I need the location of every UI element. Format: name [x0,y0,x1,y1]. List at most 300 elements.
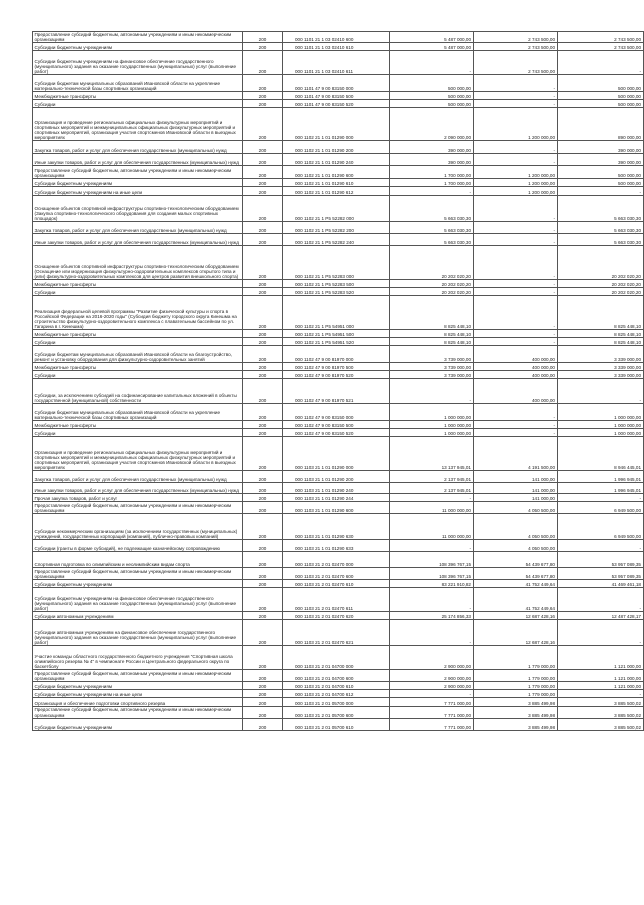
row-name-cell: Субсидии некоммерческим организациям (за исключением государственных (муниципальных) учреждений, государственных корпораций (компаний), публично-правовых компаний) [33,514,243,540]
row-code-cell: 200 [243,502,283,514]
row-approved-cell: 3 739 000,00 [389,363,473,371]
table-row [33,330,644,338]
table-row [33,346,644,363]
row-remaining-cell: 53 957 089,35 [557,552,643,568]
row-name-cell: Межбюджетные трансферты [33,92,243,100]
row-approved-cell: 2 137 945,01 [389,471,473,483]
row-code-cell: 200 [243,568,283,580]
row-code-cell: 200 [243,494,283,502]
row-code-cell: 200 [243,108,283,141]
row-approved-cell: 5 663 030,30 [389,196,473,222]
row-approved-cell: 5 487 000,00 [389,32,473,43]
row-code-cell: 200 [243,718,283,730]
row-executed-cell: 1 200 000,00 [473,187,557,196]
row-name-cell: Субсидии бюджетам муниципальных образований Ивановской области на укрепление материально-технической базы спортивных организаций [33,404,243,421]
row-executed-cell: - [473,246,557,280]
row-classification-cell: 000 1102 21 1 01 01290 240 [283,154,390,166]
row-executed-cell: - [473,222,557,234]
row-code-cell: 200 [243,179,283,187]
row-executed-cell: 2 743 500,00 [473,43,557,51]
row-remaining-cell: 500 000,00 [557,179,643,187]
row-approved-cell: 7 771 000,00 [389,698,473,707]
table-row [33,540,644,552]
table-row [33,187,644,196]
row-code-cell: 200 [243,296,283,330]
table-row [33,108,644,141]
row-remaining-cell: 890 000,00 [557,108,643,141]
row-executed-cell: 2 743 500,00 [473,51,557,75]
row-remaining-cell: - [557,51,643,75]
row-name-cell: Прочая закупка товаров, работ и услуг [33,494,243,502]
row-approved-cell: 1 700 000,00 [389,166,473,179]
row-executed-cell: 141 000,00 [473,471,557,483]
row-classification-cell: 000 1103 21 2 01 04700 600 [283,670,390,682]
row-approved-cell: 83 221 910,82 [389,580,473,588]
table-row [33,43,644,51]
row-classification-cell: 000 1102 21 1 01 01290 612 [283,187,390,196]
row-approved-cell: 11 000 000,00 [389,502,473,514]
row-code-cell: 200 [243,141,283,154]
row-executed-cell: 400 000,00 [473,346,557,363]
row-remaining-cell: 8 825 448,10 [557,296,643,330]
row-remaining-cell: 53 957 089,35 [557,568,643,580]
table-row [33,222,644,234]
table-row [33,707,644,718]
row-code-cell: 200 [243,552,283,568]
row-name-cell: Субсидии бюджетным учреждениям на иные цели [33,690,243,698]
table-row [33,421,644,429]
table-row [33,502,644,514]
table-row [33,698,644,707]
row-approved-cell: 5 663 030,30 [389,234,473,246]
row-name-cell: Предоставление субсидий бюджетным, автономным учреждениям и иным некоммерческим организациям [33,166,243,179]
row-classification-cell: 000 1102 47 9 00 81970 000 [283,346,390,363]
row-classification-cell: 000 1102 21 1 01 01290 610 [283,179,390,187]
row-executed-cell: 4 191 500,00 [473,437,557,471]
row-code-cell: 200 [243,43,283,51]
row-name-cell: Субсидии, за исключением субсидий на софинансирование капитальных вложений в объекты государственной (муниципальной) собственности [33,379,243,404]
row-name-cell: Предоставление субсидий бюджетным, автономным учреждениям и иным некоммерческим организациям [33,670,243,682]
row-remaining-cell: 20 202 020,20 [557,246,643,280]
row-code-cell: 200 [243,670,283,682]
row-approved-cell: 2 900 000,00 [389,670,473,682]
table-row [33,379,644,404]
row-classification-cell: 000 1102 21 1 01 01290 200 [283,141,390,154]
row-code-cell: 200 [243,222,283,234]
row-remaining-cell: 3 885 500,02 [557,718,643,730]
row-code-cell: 200 [243,51,283,75]
row-executed-cell: 1 200 000,00 [473,166,557,179]
row-classification-cell: 000 1102 21 1 01 01290 600 [283,166,390,179]
row-remaining-cell: - [557,620,643,646]
row-classification-cell: 000 1103 21 2 01 02470 621 [283,620,390,646]
row-code-cell: 200 [243,166,283,179]
row-approved-cell: 5 663 030,30 [389,222,473,234]
row-approved-cell: 5 487 000,00 [389,43,473,51]
row-remaining-cell: 500 000,00 [557,75,643,92]
row-approved-cell: 3 739 000,00 [389,371,473,379]
row-name-cell: Субсидии [33,371,243,379]
row-name-cell: Субсидии [33,288,243,296]
row-approved-cell: 20 202 020,20 [389,288,473,296]
table-row [33,404,644,421]
row-executed-cell: - [473,92,557,100]
table-row [33,620,644,646]
row-name-cell: Предоставление субсидий бюджетным, автономным учреждениям и иным некоммерческим организациям [33,707,243,718]
row-remaining-cell: 8 825 448,10 [557,338,643,346]
row-executed-cell: 3 885 499,98 [473,718,557,730]
row-classification-cell: 000 1103 21 2 01 02470 600 [283,568,390,580]
row-name-cell: Субсидии бюджетам муниципальных образований Ивановской области на укрепление материально-технической базы спортивных организаций [33,75,243,92]
table-row [33,75,644,92]
row-name-cell: Закупка товаров, работ и услуг для обеспечения государственных (муниципальных) нужд [33,471,243,483]
row-code-cell: 200 [243,682,283,690]
row-executed-cell: - [473,234,557,246]
row-executed-cell: 400 000,00 [473,363,557,371]
row-name-cell: Иные закупки товаров, работ и услуг для обеспечения государственных (муниципальных) нужд [33,154,243,166]
row-executed-cell: 54 439 677,80 [473,568,557,580]
table-row [33,552,644,568]
row-name-cell: Иные закупки товаров, работ и услуг для обеспечения государственных (муниципальных) нужд [33,483,243,494]
row-code-cell: 200 [243,32,283,43]
row-remaining-cell: 1 121 000,00 [557,682,643,690]
row-executed-cell: 1 200 000,00 [473,108,557,141]
row-executed-cell: - [473,280,557,288]
row-classification-cell: 000 1102 47 9 00 83150 520 [283,429,390,437]
row-remaining-cell: 3 885 500,02 [557,707,643,718]
table-row [33,363,644,371]
row-approved-cell: 20 202 020,20 [389,246,473,280]
row-approved-cell: - [389,620,473,646]
table-row [33,670,644,682]
row-code-cell: 200 [243,234,283,246]
row-classification-cell: 000 1102 21 1 P5 52283 000 [283,246,390,280]
table-row [33,51,644,75]
row-remaining-cell: 6 949 500,00 [557,502,643,514]
row-code-cell: 200 [243,363,283,371]
table-row [33,690,644,698]
row-name-cell: Субсидии [33,338,243,346]
row-classification-cell: 000 1103 21 2 01 05700 000 [283,698,390,707]
row-remaining-cell: 390 000,00 [557,154,643,166]
row-executed-cell: 41 752 449,64 [473,588,557,612]
row-code-cell: 200 [243,580,283,588]
row-code-cell: 200 [243,690,283,698]
table-row [33,166,644,179]
row-remaining-cell: 8 825 448,10 [557,330,643,338]
row-classification-cell: 000 1103 21 2 01 05700 600 [283,707,390,718]
row-classification-cell: 000 1102 21 1 01 01290 000 [283,108,390,141]
row-classification-cell: 000 1103 21 2 01 02470 611 [283,588,390,612]
row-remaining-cell: 1 000 000,00 [557,429,643,437]
row-code-cell: 200 [243,540,283,552]
row-executed-cell: 2 743 500,00 [473,32,557,43]
row-remaining-cell: 1 121 000,00 [557,646,643,670]
row-classification-cell: 000 1102 21 1 P5 52283 500 [283,280,390,288]
row-classification-cell: 000 1102 21 1 P5 54951 500 [283,330,390,338]
row-executed-cell: 400 000,00 [473,371,557,379]
row-executed-cell: - [473,100,557,108]
row-classification-cell: 000 1102 21 1 P5 54951 520 [283,338,390,346]
row-executed-cell: - [473,75,557,92]
row-approved-cell: 1 000 000,00 [389,421,473,429]
row-classification-cell: 000 1103 21 2 01 04700 610 [283,682,390,690]
table-row [33,646,644,670]
row-approved-cell: 25 174 856,33 [389,612,473,620]
row-approved-cell: 7 771 000,00 [389,707,473,718]
row-remaining-cell: 3 339 000,00 [557,346,643,363]
row-code-cell: 200 [243,246,283,280]
row-remaining-cell: 5 663 030,30 [557,196,643,222]
row-approved-cell: 7 771 000,00 [389,718,473,730]
row-name-cell: Предоставление субсидий бюджетным, автономным учреждениям и иным некоммерческим организациям [33,502,243,514]
row-code-cell: 200 [243,280,283,288]
row-name-cell: Межбюджетные трансферты [33,363,243,371]
row-code-cell: 200 [243,437,283,471]
row-classification-cell: 000 1103 21 2 01 02470 000 [283,552,390,568]
row-remaining-cell: 1 000 000,00 [557,421,643,429]
row-executed-cell: 1 779 000,00 [473,690,557,698]
row-remaining-cell: 2 743 500,00 [557,43,643,51]
row-executed-cell: 54 439 677,80 [473,552,557,568]
table-row [33,234,644,246]
row-name-cell: Предоставление субсидий бюджетным, автономным учреждениям и иным некоммерческим организациям [33,32,243,43]
row-executed-cell: - [473,288,557,296]
row-approved-cell: 500 000,00 [389,100,473,108]
table-row [33,718,644,730]
row-remaining-cell: - [557,494,643,502]
row-classification-cell: 000 1103 21 1 01 01290 240 [283,483,390,494]
row-classification-cell: 000 1101 21 1 03 02410 610 [283,43,390,51]
row-classification-cell: 000 1101 47 9 00 83150 520 [283,100,390,108]
row-remaining-cell: - [557,540,643,552]
row-classification-cell: 000 1102 47 9 00 81970 521 [283,379,390,404]
row-code-cell: 200 [243,100,283,108]
row-remaining-cell: - [557,588,643,612]
row-name-cell: Субсидии бюджетам муниципальных образований Ивановской области на благоустройство, ремонт и установку оборудования для физкультурно-оздоровительных занятий [33,346,243,363]
table-row [33,588,644,612]
row-executed-cell: 400 000,00 [473,379,557,404]
row-executed-cell: 141 000,00 [473,494,557,502]
row-code-cell: 200 [243,483,283,494]
row-name-cell: Межбюджетные трансферты [33,280,243,288]
row-code-cell: 200 [243,379,283,404]
row-name-cell: Спортивная подготовка по олимпийским и неолимпийским видам спорта [33,552,243,568]
row-remaining-cell: - [557,379,643,404]
row-code-cell: 200 [243,404,283,421]
row-executed-cell: - [473,154,557,166]
row-remaining-cell: 8 946 445,01 [557,437,643,471]
row-executed-cell: - [473,421,557,429]
row-remaining-cell: 3 339 000,00 [557,371,643,379]
table-row [33,437,644,471]
row-executed-cell: - [473,196,557,222]
row-executed-cell: 4 050 500,00 [473,514,557,540]
row-classification-cell: 000 1102 21 1 P5 52282 200 [283,222,390,234]
row-code-cell: 200 [243,429,283,437]
row-remaining-cell: 5 663 030,30 [557,234,643,246]
row-classification-cell: 000 1101 21 1 03 02410 600 [283,32,390,43]
row-approved-cell: 108 396 767,15 [389,568,473,580]
row-code-cell: 200 [243,646,283,670]
row-remaining-cell: 500 000,00 [557,100,643,108]
row-name-cell: Субсидии [33,429,243,437]
row-name-cell: Субсидии бюджетным учреждениям [33,179,243,187]
row-name-cell: Иные закупки товаров, работ и услуг для обеспечения государственных (муниципальных) нужд [33,234,243,246]
row-approved-cell: 1 000 000,00 [389,404,473,421]
table-row [33,494,644,502]
row-approved-cell: 20 202 020,20 [389,280,473,288]
table-row [33,154,644,166]
row-approved-cell: 500 000,00 [389,92,473,100]
row-approved-cell: 500 000,00 [389,75,473,92]
row-approved-cell: 390 000,00 [389,141,473,154]
row-executed-cell: 1 779 000,00 [473,682,557,690]
row-approved-cell: - [389,494,473,502]
table-row [33,514,644,540]
row-executed-cell: 3 885 499,98 [473,698,557,707]
table-row [33,682,644,690]
row-name-cell: Субсидии бюджетным учреждениям [33,682,243,690]
row-classification-cell: 000 1101 21 1 03 02410 611 [283,51,390,75]
row-classification-cell: 000 1102 21 1 P5 54951 000 [283,296,390,330]
row-approved-cell: 3 739 000,00 [389,346,473,363]
row-name-cell: Субсидии бюджетным учреждениям на иные цели [33,187,243,196]
row-code-cell: 200 [243,187,283,196]
row-code-cell: 200 [243,620,283,646]
row-approved-cell: - [389,379,473,404]
row-classification-cell: 000 1103 21 1 01 01290 200 [283,471,390,483]
row-executed-cell: 4 050 500,00 [473,502,557,514]
row-classification-cell: 000 1103 21 1 01 01290 600 [283,502,390,514]
row-remaining-cell: - [557,690,643,698]
row-classification-cell: 000 1102 47 9 00 83150 500 [283,421,390,429]
table-row [33,280,644,288]
row-code-cell: 200 [243,588,283,612]
row-classification-cell: 000 1103 21 2 01 02470 610 [283,580,390,588]
row-classification-cell: 000 1101 47 9 00 83150 000 [283,75,390,92]
row-code-cell: 200 [243,371,283,379]
row-name-cell: Субсидии [33,100,243,108]
row-remaining-cell: 20 202 020,20 [557,288,643,296]
row-code-cell: 200 [243,421,283,429]
row-code-cell: 200 [243,471,283,483]
table-row [33,471,644,483]
table-row [33,580,644,588]
row-name-cell: Участие команды областного государственного бюджетного учреждения "Спортивная школа олимпийского резерва № 4" в чемпионате России и Центрального федерального округа по баскетболу [33,646,243,670]
row-remaining-cell: 1 996 945,01 [557,471,643,483]
row-executed-cell: - [473,429,557,437]
table-row [33,100,644,108]
row-approved-cell: 2 137 945,01 [389,483,473,494]
row-name-cell: Закупка товаров, работ и услуг для обеспечения государственных (муниципальных) нужд [33,222,243,234]
row-classification-cell: 000 1103 21 1 01 01290 000 [283,437,390,471]
row-executed-cell: 1 779 000,00 [473,646,557,670]
row-name-cell: Организация и обеспечение подготовки спортивного резерва [33,698,243,707]
row-executed-cell: 12 687 428,16 [473,612,557,620]
row-classification-cell: 000 1102 47 9 00 83150 000 [283,404,390,421]
row-executed-cell: 41 752 449,64 [473,580,557,588]
row-approved-cell: 2 090 000,00 [389,108,473,141]
row-classification-cell: 000 1102 21 1 P5 52283 520 [283,288,390,296]
row-remaining-cell: 20 202 020,20 [557,280,643,288]
row-classification-cell: 000 1103 21 1 01 01290 633 [283,540,390,552]
row-name-cell: Организация и проведение региональных официальных физкультурных мероприятий и спортивных мероприятий и межмуниципальных официальных физкультурных мероприятий и спортивных мероприятий, организация участия спортсменов Ивановской области в выездных мероприятиях [33,108,243,141]
row-executed-cell: 3 885 499,98 [473,707,557,718]
row-code-cell: 200 [243,514,283,540]
row-remaining-cell: 5 663 030,30 [557,222,643,234]
table-row [33,296,644,330]
row-classification-cell: 000 1103 21 2 01 04700 612 [283,690,390,698]
row-remaining-cell: 2 743 500,00 [557,32,643,43]
row-classification-cell: 000 1103 21 1 01 01290 630 [283,514,390,540]
row-approved-cell: 13 137 945,01 [389,437,473,471]
table-row [33,92,644,100]
table-row [33,246,644,280]
row-remaining-cell: 6 949 500,00 [557,514,643,540]
row-classification-cell: 000 1102 47 9 00 81970 520 [283,371,390,379]
row-remaining-cell: 390 000,00 [557,141,643,154]
row-name-cell: Организация и проведение региональных официальных физкультурных мероприятий и спортивных мероприятий и межмуниципальных официальных физкультурных мероприятий и спортивных мероприятий, организация участия спортсменов Ивановской области в выездных мероприятиях [33,437,243,471]
row-name-cell: Межбюджетные трансферты [33,330,243,338]
row-code-cell: 200 [243,707,283,718]
row-approved-cell: 390 000,00 [389,154,473,166]
row-remaining-cell: 12 487 428,17 [557,612,643,620]
row-remaining-cell: 500 000,00 [557,166,643,179]
row-approved-cell: 1 700 000,00 [389,179,473,187]
row-executed-cell: 12 687 428,16 [473,620,557,646]
table-row [33,179,644,187]
row-executed-cell: 4 050 500,00 [473,540,557,552]
row-approved-cell: - [389,51,473,75]
row-approved-cell: 8 825 448,10 [389,338,473,346]
row-name-cell: Оснащение объектов спортивной инфраструктуры спортивно-технологическим оборудованием (Оснащение или модернизация физкультурно-оздоровительных комплексов открытого типа и (или) физкультурно-оздоровительных комплексов для центров развития внешкольного спорта) [33,246,243,280]
row-executed-cell: - [473,141,557,154]
row-executed-cell: - [473,296,557,330]
row-approved-cell: 2 900 000,00 [389,646,473,670]
row-approved-cell: - [389,588,473,612]
row-classification-cell: 000 1103 21 2 01 05700 610 [283,718,390,730]
row-approved-cell: - [389,187,473,196]
row-name-cell: Предоставление субсидий бюджетным, автономным учреждениям и иным некоммерческим организациям [33,568,243,580]
row-name-cell: Субсидии бюджетным учреждениям [33,580,243,588]
row-code-cell: 200 [243,196,283,222]
row-executed-cell: 1 779 000,00 [473,670,557,682]
budget-execution-table [32,31,644,731]
table-row [33,32,644,43]
table-row [33,612,644,620]
row-name-cell: Субсидии автономным учреждениям [33,612,243,620]
row-remaining-cell: 1 996 945,01 [557,483,643,494]
row-name-cell: Субсидии бюджетным учреждениям [33,718,243,730]
row-name-cell: Субсидии (гранты в форме субсидий), не подлежащие казначейскому сопровождению [33,540,243,552]
row-code-cell: 200 [243,330,283,338]
table-row [33,338,644,346]
row-remaining-cell: 1 000 000,00 [557,404,643,421]
row-name-cell: Субсидии бюджетным учреждениям на финансовое обеспечение государственного (муниципального) задания на оказание государственных (муниципальных) услуг (выполнение работ) [33,51,243,75]
row-executed-cell: 141 000,00 [473,483,557,494]
row-approved-cell: - [389,540,473,552]
row-classification-cell: 000 1102 21 1 P5 52282 240 [283,234,390,246]
row-code-cell: 200 [243,154,283,166]
row-classification-cell: 000 1102 21 1 P5 52282 000 [283,196,390,222]
row-remaining-cell: 1 121 000,00 [557,670,643,682]
row-code-cell: 200 [243,346,283,363]
table-row [33,141,644,154]
row-approved-cell: 2 900 000,00 [389,682,473,690]
row-executed-cell: - [473,404,557,421]
row-executed-cell: - [473,338,557,346]
